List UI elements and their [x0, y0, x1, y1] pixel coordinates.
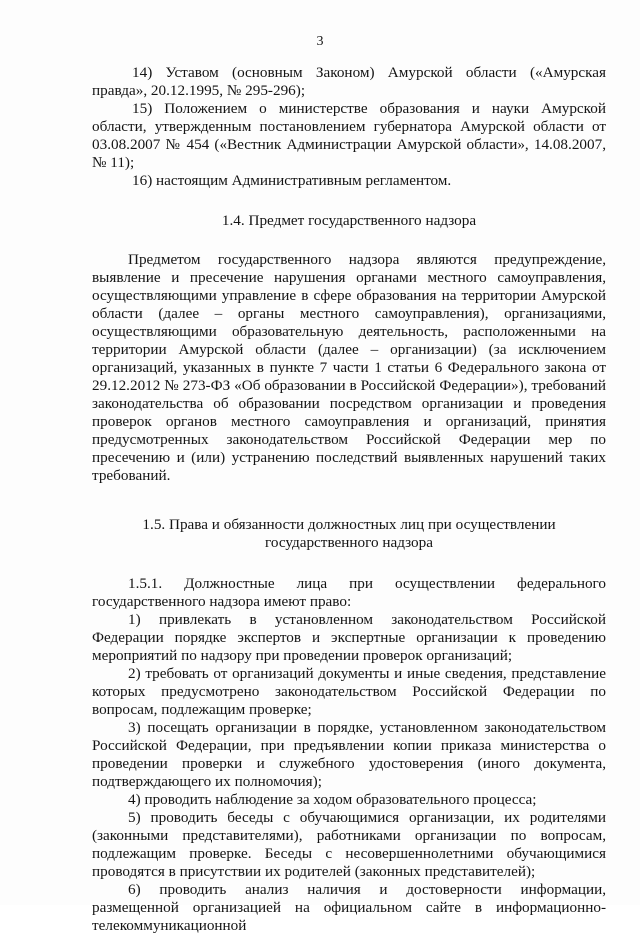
section-heading-1-4: 1.4. Предмет государственного надзора — [221, 212, 477, 229]
sources-list — [92, 64, 606, 190]
section-heading-1-5-line2: государственного надзора — [265, 534, 433, 551]
document-body — [92, 64, 606, 935]
list-item: 14) Уставом (основным Законом) Амурской области («Амурская правда», 20.12.1995, № 295-296); — [92, 64, 606, 99]
list-item: 5) проводить беседы с обучающимися организации, их родителями (законными представителями), работниками организации по вопросам, подлежащим проверке. Беседы с несовершеннолетними обучающимися проводятся в присутствии их родителей (законных представителей); — [92, 809, 606, 880]
list-item: 15) Положением о министерстве образования и науки Амурской области, утвержденным постановлением губернатора Амурской области от 03.08.2007 № 454 («Вестник Администрации Амурской области», 14.08.2007, № 11); — [92, 100, 606, 171]
list-item: 3) посещать организации в порядке, установленном законодательством Российской Федерации, при предъявлении копии приказа министерства о проведении проверки и служебного удостоверения (иного документа, подтверждающего их полномочия); — [92, 719, 606, 790]
list-item: 16) настоящим Административным регламентом. — [132, 172, 452, 189]
page-number: 3 — [316, 34, 324, 49]
list-item: 2) требовать от организаций документы и иные сведения, представление которых предусмотрено законодательством Российской Федерации по вопросам, подлежащим проверке; — [92, 665, 606, 718]
section-heading-1-5-line1: 1.5. Права и обязанности должностных лиц при осуществлении — [142, 516, 556, 533]
list-item: 1) привлекать в установленном законодательством Российской Федерации порядке экспертов и экспертные организации к проведению мероприятий по надзору при проведении проверок организаций; — [92, 611, 606, 664]
list-item: 4) проводить наблюдение за ходом образовательного процесса; — [128, 791, 537, 808]
list-item: 6) проводить анализ наличия и достоверности информации, размещенной организацией на официальном сайте в информационно-телекоммуникационной — [92, 881, 606, 934]
section-1-4-paragraph: Предметом государственного надзора являются предупреждение, выявление и пресечение нарушения органами местного самоуправления, осуществляющими управление в сфере образования на территории Амурской области (далее – органы местного самоуправления), организациями, осуществляющими образовательную деятельность, расположенными на территории Амурской области (далее – организации) (за исключением организаций, указанных в пункте 7 части 1 статьи 6 Федерального закона от 29.12.2012 № 273-ФЗ «Об образовании в Российской Федерации»), требований законодательства об образовании посредством организации и проведения проверок органов местного самоуправления и организаций, принятия предусмотренных законодательством Российской Федерации мер по пресечению и (или) устранению последствий выявленных нарушений таких требований. — [92, 251, 606, 484]
section-heading-1-5 — [92, 516, 606, 552]
rights-list — [92, 611, 606, 935]
rights-intro: 1.5.1. Должностные лица при осуществлении федерального государственного надзора имеют право: — [92, 575, 606, 610]
